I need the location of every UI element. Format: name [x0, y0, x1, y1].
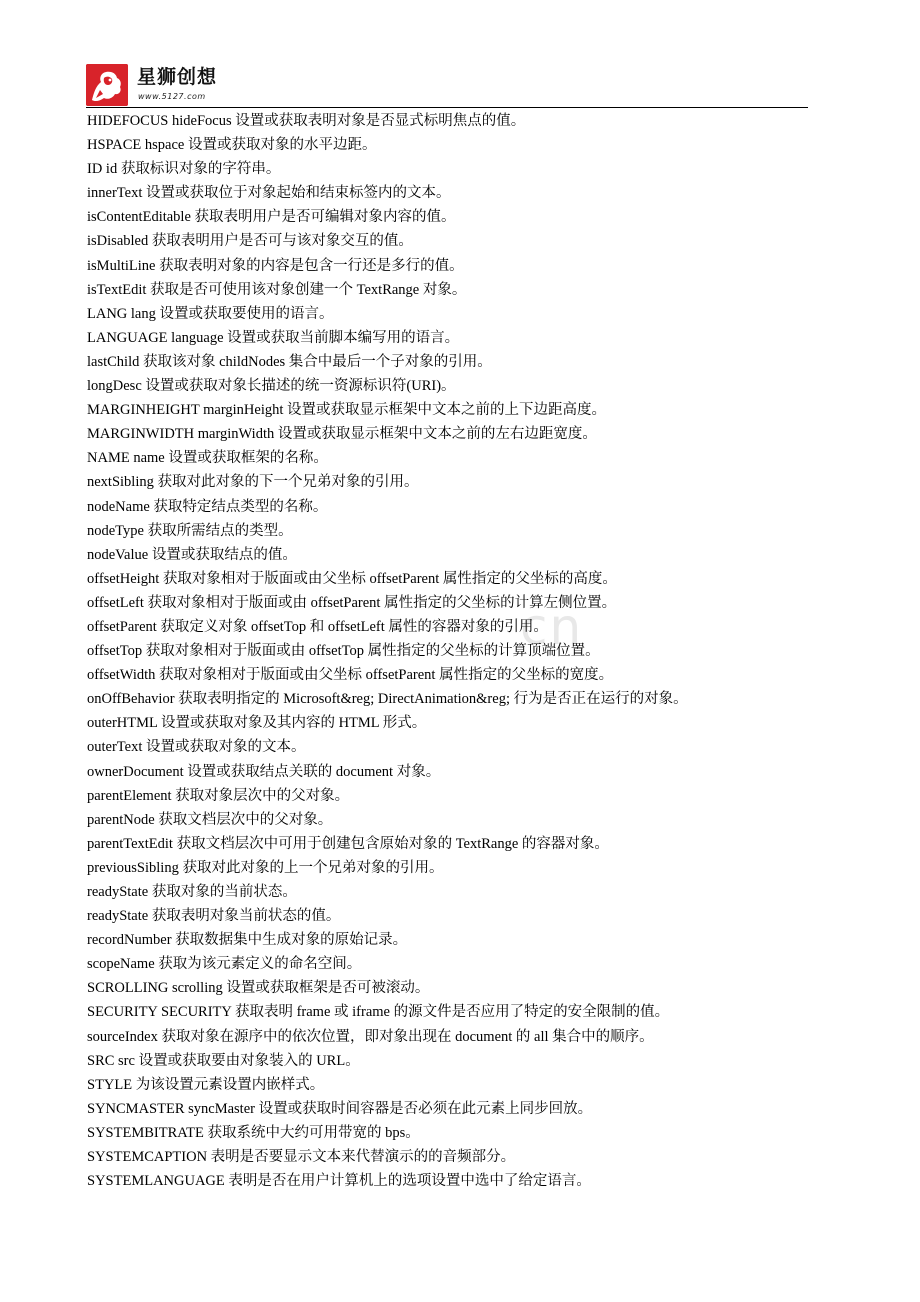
property-line: LANGUAGE language 设置或获取当前脚本编写用的语言。 [87, 329, 460, 346]
lion-logo-graphic [86, 64, 128, 106]
property-line: longDesc 设置或获取对象长描述的统一资源标识符(URI)。 [87, 378, 456, 395]
property-line: readyState 获取对象的当前状态。 [87, 884, 297, 900]
property-line: outerHTML 设置或获取对象及其内容的 HTML 形式。 [87, 715, 427, 732]
property-line: offsetParent 获取定义对象 offsetTop 和 offsetLeft 属性的容器对象的引用。 [87, 618, 548, 635]
property-line: sourceIndex 获取对象在源序中的依次位置，即对象出现在 document 的 all 集合中的顺序。 [87, 1028, 654, 1045]
property-line: readyState 获取表明对象当前状态的值。 [87, 908, 341, 925]
header-divider [86, 107, 808, 108]
property-line: innerText 设置或获取位于对象起始和结束标签内的文本。 [87, 185, 451, 202]
property-line: isMultiLine 获取表明对象的内容是包含一行还是多行的值。 [87, 257, 464, 274]
property-line: parentNode 获取文档层次中的父对象。 [87, 811, 333, 828]
property-line: scopeName 获取为该元素定义的命名空间。 [87, 956, 362, 973]
property-line: SYSTEMCAPTION 表明是否要显示文本来代替演示的的音频部分。 [87, 1149, 516, 1166]
property-line: recordNumber 获取数据集中生成对象的原始记录。 [87, 932, 408, 949]
property-line: SYSTEMLANGUAGE 表明是否在用户计算机上的选项设置中选中了给定语言。 [87, 1173, 591, 1190]
property-line: previousSibling 获取对此对象的上一个兄弟对象的引用。 [87, 859, 444, 876]
lion-logo-icon [86, 64, 128, 106]
property-line: lastChild 获取该对象 childNodes 集合中最后一个子对象的引用。 [87, 353, 492, 370]
property-line: SRC src 设置或获取要由对象装入的 URL。 [87, 1052, 360, 1069]
property-line: SYNCMASTER syncMaster 设置或获取时间容器是否必须在此元素上同步回放。 [87, 1100, 593, 1117]
property-line: isDisabled 获取表明用户是否可与该对象交互的值。 [87, 233, 413, 250]
property-line: MARGINWIDTH marginWidth 设置或获取显示框架中文本之前的左右边距宽度。 [87, 426, 597, 443]
property-line: ownerDocument 设置或获取结点关联的 document 对象。 [87, 763, 441, 780]
property-line: isTextEdit 获取是否可使用该对象创建一个 TextRange 对象。 [87, 281, 467, 298]
property-line: SECURITY SECURITY 获取表明 frame 或 iframe 的源文件是否应用了特定的安全限制的值。 [87, 1004, 670, 1021]
property-line: offsetWidth 获取对象相对于版面或由父坐标 offsetParent 属性指定的父坐标的宽度。 [87, 667, 614, 684]
document-body [87, 109, 807, 1193]
property-line: HIDEFOCUS hideFocus 设置或获取表明对象是否显式标明焦点的值。 [87, 113, 526, 129]
property-line: offsetLeft 获取对象相对于版面或由 offsetParent 属性指定的父坐标的计算左侧位置。 [87, 594, 617, 611]
property-line: parentElement 获取对象层次中的父对象。 [87, 787, 350, 804]
property-line: parentTextEdit 获取文档层次中可用于创建包含原始对象的 TextRange 的容器对象。 [87, 835, 609, 852]
property-line: offsetHeight 获取对象相对于版面或由父坐标 offsetParent 属性指定的父坐标的高度。 [87, 570, 617, 587]
property-line: offsetTop 获取对象相对于版面或由 offsetTop 属性指定的父坐标的计算顶端位置。 [87, 643, 600, 660]
property-line: HSPACE hspace 设置或获取对象的水平边距。 [87, 137, 377, 154]
property-line: nodeName 获取特定结点类型的名称。 [87, 498, 328, 515]
brand-name: 星狮创想 [137, 66, 218, 88]
property-line: NAME name 设置或获取框架的名称。 [87, 450, 328, 467]
watermark: cn [520, 598, 584, 656]
property-line: SYSTEMBITRATE 获取系统中大约可用带宽的 bps。 [87, 1124, 420, 1141]
property-line: nodeValue 设置或获取结点的值。 [87, 546, 297, 563]
property-line: LANG lang 设置或获取要使用的语言。 [87, 305, 334, 322]
property-line: onOffBehavior 获取表明指定的 Microsoft&reg; DirectAnimation&reg; 行为是否正在运行的对象。 [87, 691, 688, 708]
property-line: ID id 获取标识对象的字符串。 [87, 161, 281, 178]
property-line: nodeType 获取所需结点的类型。 [87, 522, 293, 539]
property-line: outerText 设置或获取对象的文本。 [87, 739, 306, 756]
brand-url: www.5127.com [138, 92, 206, 101]
property-line: SCROLLING scrolling 设置或获取框架是否可被滚动。 [87, 980, 430, 997]
property-line: STYLE 为该设置元素设置内嵌样式。 [87, 1076, 325, 1093]
page-header [86, 64, 808, 108]
property-line: nextSibling 获取对此对象的下一个兄弟对象的引用。 [87, 474, 419, 491]
property-line: isContentEditable 获取表明用户是否可编辑对象内容的值。 [87, 209, 456, 226]
property-line: MARGINHEIGHT marginHeight 设置或获取显示框架中文本之前的上下边距高度。 [87, 402, 607, 419]
